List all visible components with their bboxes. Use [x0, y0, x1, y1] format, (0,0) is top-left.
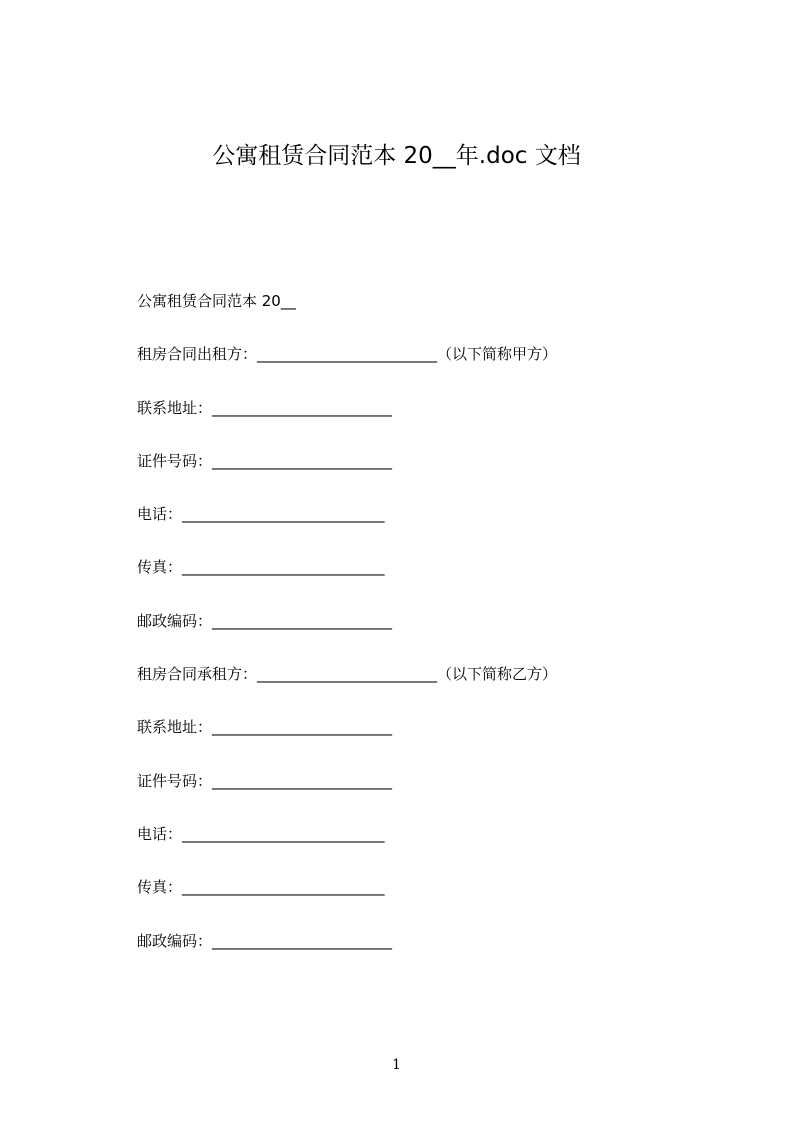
lessor-postal-code-line: 邮政编码：________________________ [137, 612, 393, 630]
lessor-phone-line: 电话：___________________________ [137, 505, 385, 523]
lessee-line: 租房合同承租方：________________________（以下简称乙方） [137, 665, 558, 683]
lessee-address-line: 联系地址：________________________ [137, 718, 393, 736]
lessor-id-number-line: 证件号码：________________________ [137, 452, 393, 470]
lessor-fax-line: 传真：___________________________ [137, 558, 385, 576]
lessor-address-line: 联系地址：________________________ [137, 399, 393, 417]
lessee-postal-code-line: 邮政编码：________________________ [137, 932, 393, 950]
document-title: 公寓租赁合同范本 20__年.doc 文档 [212, 143, 581, 169]
contract-heading: 公寓租赁合同范本 20__ [137, 292, 296, 310]
lessor-line: 租房合同出租方：________________________（以下简称甲方） [137, 345, 558, 363]
lessee-fax-line: 传真：___________________________ [137, 878, 385, 896]
page-number: 1 [392, 1057, 401, 1073]
lessee-phone-line: 电话：___________________________ [137, 825, 385, 843]
lessee-id-number-line: 证件号码：________________________ [137, 772, 393, 790]
